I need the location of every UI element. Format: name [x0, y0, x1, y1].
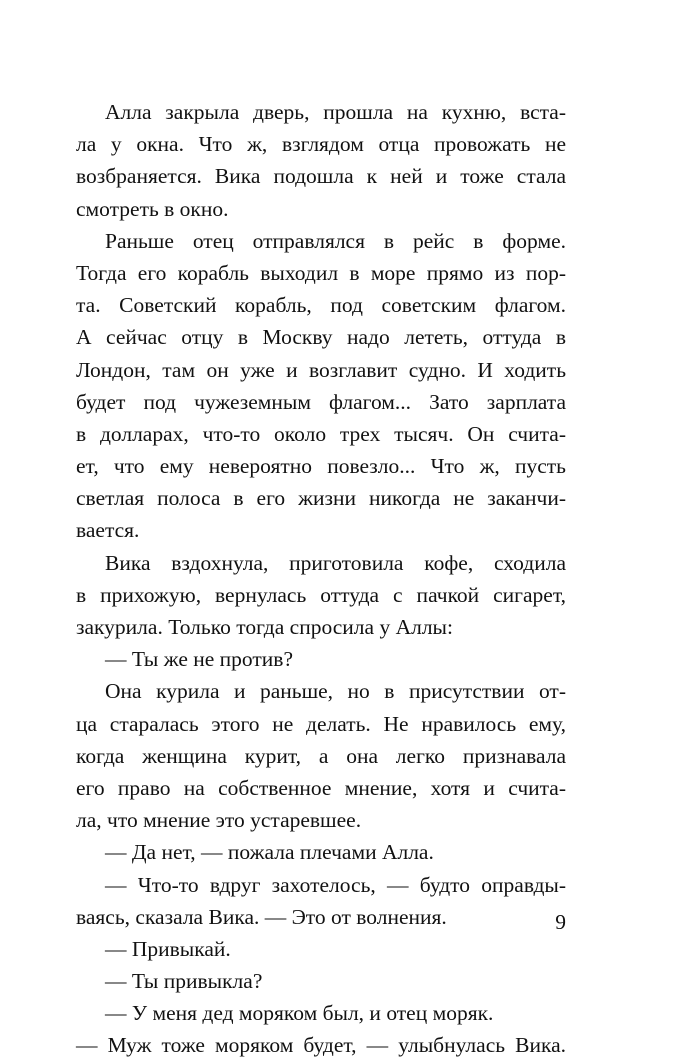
text-line: — Ты же не против? [105, 647, 293, 672]
dialogue-7 [76, 1029, 566, 1061]
text-line: — Ты привыкла? [105, 969, 263, 994]
text-line: его право на собственное мнение, хотя и счита- [76, 775, 566, 800]
dialogue-5 [76, 965, 566, 997]
paragraph-2 [76, 225, 566, 547]
text-line: в прихожую, вернулась оттуда с пачкой сигарет, [76, 582, 566, 607]
paragraph-5 [76, 675, 566, 836]
text-line: Лондон, там он уже и возглавит судно. И ходить [76, 357, 566, 382]
text-line: ваясь, сказала Вика. — Это от волнения. [76, 904, 447, 929]
page-number: 9 [555, 910, 566, 934]
text-line: ла у окна. Что ж, взглядом отца провожать не [76, 132, 566, 157]
text-line: в долларах, что-то около трех тысяч. Он счита- [76, 421, 566, 446]
text-line: ет, что ему невероятно повезло... Что ж, пусть [76, 454, 566, 479]
dialogue-6 [76, 997, 566, 1029]
text-line: Тогда его корабль выходил в море прямо из пор- [76, 260, 566, 285]
page-text [76, 96, 566, 1062]
text-line: — Что-то вдруг захотелось, — будто оправды- [105, 872, 566, 897]
dialogue-4 [76, 933, 566, 965]
text-line: — Муж тоже моряком будет, — улыбнулась Вика. [76, 1033, 566, 1058]
text-line: ла, что мнение это устаревшее. [76, 808, 362, 833]
text-line: ца старалась этого не делать. Не нравилось ему, [76, 711, 566, 736]
text-line: — Да нет, — пожала плечами Алла. [105, 840, 434, 865]
text-line: когда женщина курит, а она легко признавала [76, 743, 566, 768]
text-line: Она курила и раньше, но в присутствии от- [105, 679, 566, 704]
text-line: вается. [76, 518, 140, 543]
text-line: — Привыкай. [105, 936, 231, 961]
text-line: А сейчас отцу в Москву надо лететь, оттуда в [76, 325, 566, 350]
text-line: возбраняется. Вика подошла к ней и тоже стала [76, 164, 566, 189]
paragraph-1 [76, 96, 566, 225]
text-line: закурила. Только тогда спросила у Аллы: [76, 615, 453, 639]
dialogue-3 [76, 869, 566, 933]
text-line: светлая полоса в его жизни никогда не заканчи- [76, 486, 566, 511]
text-line: — У меня дед моряком был, и отец моряк. [105, 1001, 494, 1026]
text-line: Вика вздохнула, приготовила кофе, сходила [105, 550, 566, 575]
text-line: Алла закрыла дверь, прошла на кухню, вста- [105, 100, 566, 124]
dialogue-2 [76, 836, 566, 868]
text-line: будет под чужеземным флагом... Зато зарплата [76, 389, 566, 414]
text-line: Раньше отец отправлялся в рейс в форме. [105, 228, 566, 253]
text-line: та. Советский корабль, под советским флагом. [76, 293, 566, 318]
paragraph-3 [76, 547, 566, 644]
dialogue-1 [76, 643, 566, 675]
text-line: смотреть в окно. [76, 196, 229, 221]
